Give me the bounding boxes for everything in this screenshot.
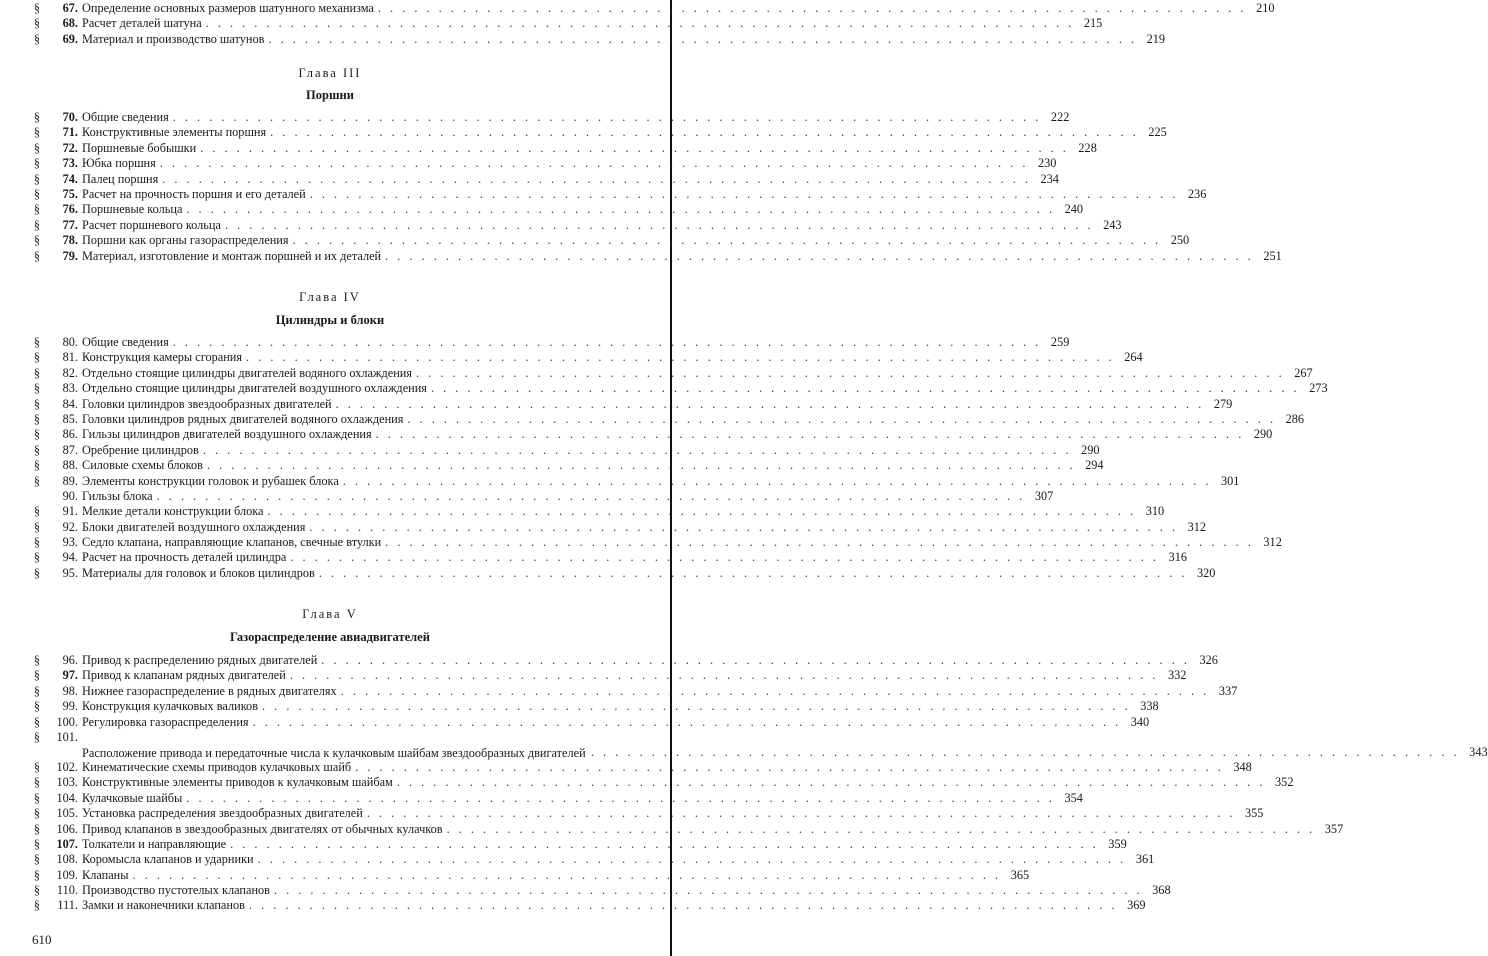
section-mark: § [33,171,41,186]
section-mark: § [33,110,41,124]
toc-entry [30,202,1084,217]
toc-entry [30,653,1218,668]
section-mark: § [33,898,41,913]
section-number: 96. [62,653,78,667]
entry-title: Конструкция камеры сгорания [82,350,243,365]
section-number: 84. [62,396,78,411]
section-mark: § [33,16,41,31]
toc-entry [30,16,1103,31]
leader-dots [249,898,1118,913]
toc-entry [30,775,1294,790]
toc-entry [30,396,1233,412]
section-number: 105. [56,806,78,821]
toc-entry [30,381,1328,396]
section-number: 89. [62,473,78,488]
section-number: 106. [56,821,78,836]
section-number: 75. [62,186,78,201]
leader-dots [206,16,1075,31]
entry-page: 264 [1124,350,1143,365]
section-mark: § [33,836,41,851]
section-number: 97. [62,668,78,683]
toc-entry [30,248,1282,264]
toc-entry [30,217,1122,233]
leader-dots [274,883,1143,898]
entry-page: 348 [1233,759,1252,774]
entry-title: Определение основных размеров шатунного механизма [82,1,374,15]
toc-entry [30,156,1057,171]
entry-page: 326 [1199,653,1218,667]
entry-title: Замки и наконечники клапанов [82,898,245,913]
entry-title: Общие сведения [82,110,169,124]
section-mark: § [33,473,41,488]
section-number: 67. [62,1,78,15]
entry-page: 368 [1152,883,1171,898]
entry-page: 301 [1220,473,1240,488]
entry-title: Производство пустотелых клапанов [82,883,270,898]
entry-page: 352 [1275,775,1294,790]
toc-entry [30,186,1207,202]
entry-page: 294 [1085,458,1104,473]
toc-entry [30,535,1282,550]
entry-title: Поршневые кольца [82,202,183,217]
section-mark: § [33,233,41,248]
section-mark: § [33,699,41,714]
section-mark: § [33,381,41,396]
toc-entry [30,565,1216,581]
leader-dots [343,474,1212,489]
toc-entry [30,836,1127,852]
entry-title: Оребрение цилиндров [82,442,199,457]
entry-page: 337 [1218,683,1238,698]
section-number: 76. [62,202,78,217]
section-mark: § [33,759,41,774]
chapter-heading: Глава IV [299,290,361,304]
leader-dots [253,715,1122,730]
entry-title: Мелкие детали конструкции блока [82,504,264,519]
entry-title: Установка распределения звездообразных двигателей [82,806,363,821]
section-mark: § [33,248,41,263]
entry-page: 320 [1196,565,1216,580]
entry-title: Седло клапана, направляющие клапанов, свечные втулки [82,535,382,550]
entry-title: Палец поршня [82,171,159,186]
leader-dots [397,775,1266,790]
entry-title: Головки цилиндров рядных двигателей водяного охлаждения [82,411,404,426]
section-mark: § [33,186,41,201]
chapter-title: Поршни [306,88,354,102]
section-number: 109. [56,867,78,882]
toc-top-block [30,1,1275,47]
entry-title: Материалы для головок и блоков цилиндров [82,565,315,580]
section-number: 100. [56,714,78,729]
entry-page: 234 [1040,171,1059,186]
entry-page: 365 [1010,867,1030,882]
section-mark: § [33,668,41,683]
section-mark: § [33,442,41,457]
leader-dots [321,653,1190,668]
toc-entry [30,31,1166,47]
entry-title: Юбка поршня [82,156,156,171]
toc-entry [30,233,1190,248]
leader-dots [268,504,1137,519]
entry-title: Гильзы блока [82,488,153,503]
chapter-title: Цилиндры и блоки [275,313,385,327]
entry-page: 250 [1170,233,1190,248]
toc-entry [30,427,1273,442]
section-number: 99. [62,699,78,714]
leader-dots [290,668,1159,683]
entry-title: Гильзы цилиндров двигателей воздушного охлаждения [82,427,372,442]
section-mark: § [33,729,41,744]
leader-dots [310,187,1179,202]
entry-title: Материал и производство шатунов [82,31,265,46]
entry-page: 310 [1145,504,1165,519]
section-number: 79. [62,248,78,263]
toc-entry [30,442,1100,458]
section-mark: § [33,535,41,550]
section-mark: § [33,550,41,565]
chapter3-entries [30,110,1282,264]
section-number: 111. [57,898,78,913]
leader-dots [186,791,1055,806]
page-number: 610 [32,932,52,947]
leader-dots [341,684,1210,699]
toc-entry [30,1,1275,16]
leader-dots [200,141,1069,156]
entry-page: 267 [1294,365,1313,380]
toc-entry [30,140,1097,156]
toc-entry [30,125,1167,140]
entry-page: 340 [1130,714,1150,729]
entry-page: 215 [1083,16,1103,31]
section-number: 94. [62,550,78,565]
entry-title: Общие сведения [82,335,169,349]
entry-page: 236 [1187,186,1207,201]
section-number: 91. [62,504,78,519]
section-mark: § [33,806,41,821]
leader-dots [319,566,1188,581]
entry-page: 354 [1064,790,1083,805]
entry-page: 210 [1256,1,1275,15]
section-number: 95. [62,565,78,580]
section-mark: § [33,335,41,349]
leader-dots [385,535,1254,550]
entry-title: Расчет поршневого кольца [82,217,221,232]
leader-dots [173,110,1042,125]
chapter-title: Газораспределение авиадвигателей [230,630,430,644]
section-number: 104. [56,790,78,805]
entry-page: 332 [1167,668,1187,683]
chapter-heading: Глава III [298,66,362,80]
section-mark: § [33,565,41,580]
entry-title: Привод к клапанам рядных двигателей [82,668,286,683]
section-number: 88. [62,458,78,473]
section-mark: § [33,31,41,46]
entry-title: Расчет деталей шатуна [82,16,202,31]
section-mark: § [33,140,41,155]
section-number: 103. [56,775,78,790]
section-mark: § [33,411,41,426]
section-number: 70. [62,110,78,124]
section-mark: § [33,883,41,898]
section-mark: § [33,653,41,667]
section-number: 78. [62,233,78,248]
entry-page: 251 [1263,248,1282,263]
toc-entry [30,683,1238,699]
section-mark: § [33,217,41,232]
leader-dots [376,427,1245,442]
toc-entry [30,668,1187,683]
section-mark: § [33,156,41,171]
leader-dots [207,458,1076,473]
section-mark: § [33,458,41,473]
section-mark: § [33,1,41,15]
section-number: 85. [62,411,78,426]
section-mark: § [33,365,41,380]
leader-dots [355,760,1224,775]
leader-dots [157,489,1026,504]
section-mark: § [33,519,41,534]
entry-title: Элементы конструкции головок и рубашек блока [82,473,339,488]
toc-entry [30,867,1030,883]
toc-entry [30,821,1344,837]
leader-dots [431,381,1300,396]
leader-dots [290,550,1159,565]
entry-page: 225 [1148,125,1167,140]
section-number: 93. [62,535,78,550]
toc-entry [30,550,1188,565]
entry-title: Расчет на прочность деталей цилиндра [82,550,287,565]
entry-title: Головки цилиндров звездообразных двигателей [82,396,332,411]
toc-entry [30,473,1240,489]
entry-page: 343 [1469,744,1488,759]
section-mark: § [33,683,41,698]
entry-page: 359 [1108,836,1127,851]
leader-dots [336,397,1205,412]
section-number: 71. [62,125,78,140]
leader-dots [416,366,1285,381]
section-mark: § [33,867,41,882]
entry-title: Регулировка газораспределения [82,714,249,729]
section-mark: § [33,427,41,442]
section-mark: § [33,125,41,140]
entry-page: 338 [1140,699,1159,714]
leader-dots [268,32,1137,47]
leader-dots [173,335,1042,350]
leader-dots [293,233,1162,248]
entry-title: Нижнее газораспределение в рядных двигателях [82,683,337,698]
entry-title: Кинематические схемы приводов кулачковых шайб [82,759,352,774]
leader-dots [225,218,1094,233]
entry-title: Расчет на прочность поршня и его деталей [82,186,306,201]
entry-page: 290 [1081,442,1100,457]
entry-title: Привод к распределению рядных двигателей [82,653,318,667]
entry-title: Конструкция кулачковых валиков [82,699,259,714]
entry-title: Коромысла клапанов и ударники [82,852,254,867]
entry-page: 355 [1245,806,1264,821]
section-mark: § [33,396,41,411]
section-number: 87. [62,442,78,457]
section-number: 77. [62,217,78,232]
entry-title: Блоки двигателей воздушного охлаждения [82,519,306,534]
leader-dots [270,125,1139,140]
entry-page: 228 [1078,140,1097,155]
section-mark: § [33,714,41,729]
entry-title: Конструктивные элементы поршня [82,125,267,140]
entry-page: 290 [1253,427,1273,442]
toc-entry [30,806,1264,821]
toc-entry [30,350,1143,365]
section-mark: § [33,852,41,867]
entry-page: 312 [1187,519,1207,534]
entry-page: 273 [1309,381,1328,396]
toc-entry [30,335,1070,350]
section-number: 98. [62,683,78,698]
entry-title: Кулачковые шайбы [82,790,183,805]
toc-entry [30,504,1165,519]
section-number: 101. [56,729,78,744]
section-number: 74. [62,171,78,186]
leader-dots [186,202,1055,217]
leader-dots [447,822,1316,837]
entry-title: Конструктивные элементы приводов к кулачковым шайбам [82,775,393,790]
entry-page: 279 [1213,396,1233,411]
section-number: 110. [56,883,78,898]
entry-page: 357 [1324,821,1344,836]
leader-dots [591,745,1460,760]
toc-entry [30,852,1155,867]
entry-title: Привод клапанов в звездообразных двигателях от обычных кулачков [82,821,443,836]
section-mark: § [33,504,41,519]
chapter-heading: Глава V [302,607,358,621]
entry-page: 312 [1263,535,1282,550]
entry-page: 230 [1037,156,1057,171]
toc-entry [30,883,1171,898]
section-number: 80. [62,335,78,349]
entry-title: Силовые схемы блоков [82,458,203,473]
toc-entry [30,790,1083,806]
entry-page: 240 [1064,202,1084,217]
toc-entry [30,898,1146,913]
leader-dots [309,520,1178,535]
toc-entry [30,519,1207,535]
entry-page: 259 [1050,335,1070,349]
entry-page: 286 [1285,411,1305,426]
leader-dots [407,412,1276,427]
chapter5-entries [30,653,1488,914]
entry-title: Клапаны [82,867,129,882]
leader-dots [262,699,1131,714]
toc-entry [30,110,1070,125]
toc-entry [30,759,1252,775]
entry-title: Расположение привода и передаточные числа к кулачковым шайбам звездообразных двигателей [82,745,586,760]
entry-title: Отдельно стоящие цилиндры двигателей водяного охлаждения [82,365,413,380]
leader-dots [133,868,1002,883]
section-mark: § [33,775,41,790]
entry-page: 219 [1146,31,1166,46]
section-number: 68. [62,16,78,31]
section-number: 73. [62,156,78,171]
toc-entry [30,458,1104,473]
section-mark: § [33,350,41,365]
leader-dots [385,249,1254,264]
toc-entry [30,714,1150,730]
section-number: 81. [62,350,78,365]
leader-dots [230,837,1099,852]
chapter4-entries [30,335,1328,581]
entry-page: 222 [1050,110,1070,124]
toc-entry [30,171,1059,187]
entry-page: 243 [1103,217,1122,232]
leader-dots [203,443,1072,458]
leader-dots [367,806,1236,821]
leader-dots [378,1,1247,16]
entry-title: Отдельно стоящие цилиндры двигателей воздушного охлаждения [82,381,427,396]
section-number: 108. [56,852,78,867]
entry-title: Толкатели и направляющие [82,836,227,851]
leader-dots [258,852,1127,867]
section-number: 69. [62,31,78,46]
entry-page: 361 [1135,852,1155,867]
section-number: 86. [62,427,78,442]
entry-page: 369 [1127,898,1146,913]
section-mark: § [33,790,41,805]
entry-title: Поршни как органы газораспределения [82,233,289,248]
entry-title: Поршневые бобышки [82,140,197,155]
leader-dots [162,172,1031,187]
entry-page: 316 [1168,550,1188,565]
section-number: 102. [56,759,78,774]
leader-dots [160,156,1029,171]
entry-page: 307 [1034,488,1054,503]
toc-entry [30,488,1054,504]
section-number: 92. [62,519,78,534]
entry-title: Материал, изготовление и монтаж поршней и их деталей [82,248,382,263]
toc-entry [30,411,1305,427]
section-mark: § [33,821,41,836]
section-number: 83. [62,381,78,396]
toc-entry [30,699,1159,714]
section-number: 82. [62,365,78,380]
toc-entry [30,729,1488,760]
section-mark: § [33,202,41,217]
leader-dots [246,350,1115,365]
section-number: 90. [62,488,78,503]
section-number: 107. [56,836,78,851]
toc-entry [30,365,1313,381]
section-number: 72. [62,140,78,155]
